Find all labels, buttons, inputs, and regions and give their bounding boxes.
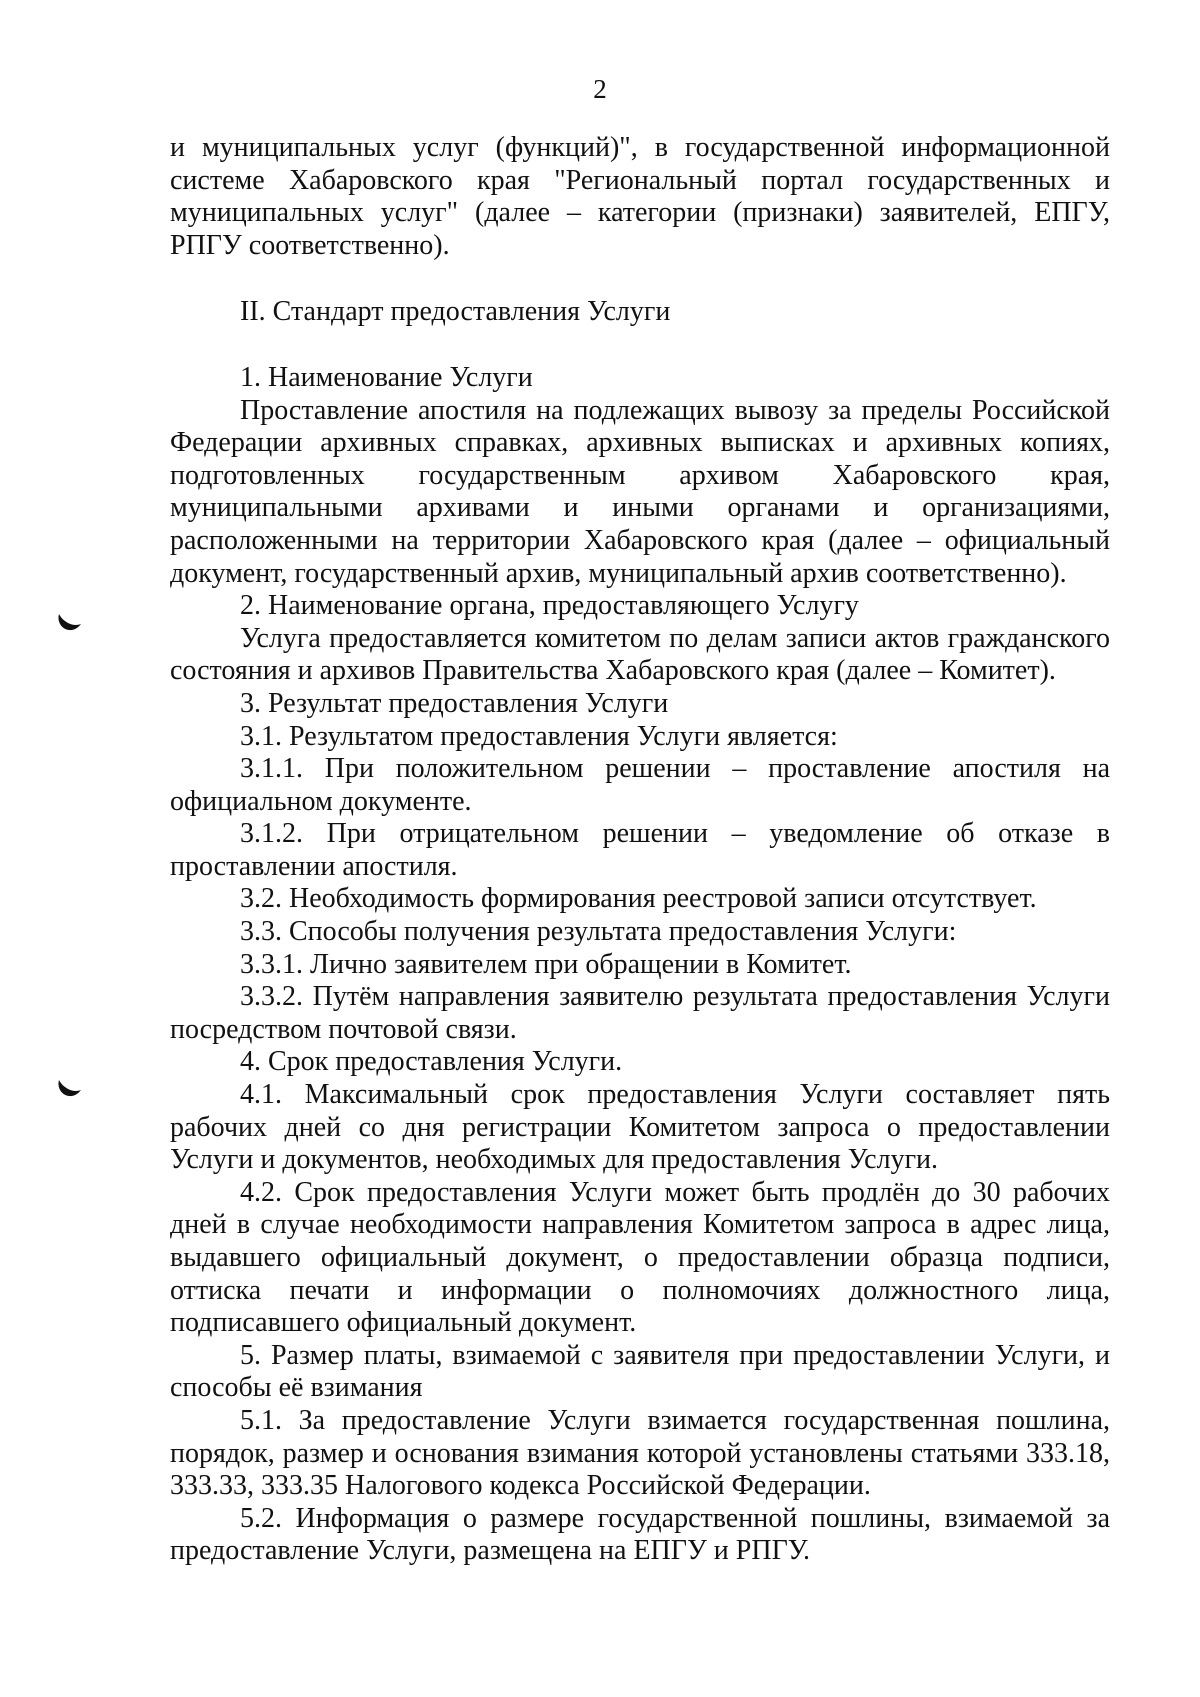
paragraph-4-1: 4.1. Максимальный срок предоставления Услуги составляет пять рабочих дней со дня регистрации Комитетом запроса о предоставлении Услуги и документов, необходимых для предоставления Услуги. (170, 1079, 1110, 1176)
subsection-heading-4: 4. Срок предоставления Услуги. (240, 1046, 623, 1078)
paragraph-4-2: 4.2. Срок предоставления Услуги может быть продлён до 30 рабочих дней в случае необходимости направления Комитетом запроса в адрес лица, выдавшего официальный документ, о предоставлении образца подписи, оттиска печати и информации о полномочиях должностного лица, подписавшего официальный документ. (170, 1176, 1110, 1339)
paragraph-5-2: 5.2. Информация о размере государственной пошлины, взимаемой за предоставление Услуги, размещена на ЕПГУ и РПГУ. (170, 1502, 1110, 1567)
paragraph-3-3: 3.3. Способы получения результата предоставления Услуги: (240, 916, 957, 948)
subsection-heading-1: 1. Наименование Услуги (240, 361, 533, 393)
paragraph-3-1-2: 3.1.2. При отрицательном решении – уведомление об отказе в проставлении апостиля. (170, 818, 1110, 882)
paragraph-3-3-2: 3.3.2. Путём направления заявителю результата предоставления Услуги посредством почтовой связи. (170, 981, 1110, 1045)
binder-hole-mark-icon (56, 612, 82, 634)
page-number: 2 (593, 74, 607, 104)
paragraph-2: Услуга предоставляется комитетом по делам записи актов гражданского состояния и архивов Правительства Хабаровского края (далее – Комитет). (170, 622, 1110, 687)
binder-hole-mark (56, 1078, 82, 1100)
section-heading: II. Стандарт предоставления Услуги (240, 296, 671, 328)
binder-hole-mark (56, 612, 82, 634)
binder-hole-mark-icon (56, 1078, 82, 1100)
paragraph-intro: и муниципальных услуг (функций)", в государственной информационной системе Хабаровского края "Региональный портал государственных и муниципальных услуг" (далее – категории (признаки) заявителей, ЕПГУ, РПГУ соответственно). (170, 132, 1110, 261)
paragraph-3-3-1: 3.3.1. Лично заявителем при обращении в Комитет. (240, 948, 852, 980)
subsection-heading-5: 5. Размер платы, взимаемой с заявителя при предоставлении Услуги, и способы её взимания (170, 1339, 1110, 1404)
paragraph-1: Проставление апостиля на подлежащих вывозу за пределы Российской Федерации архивных справках, архивных выписках и архивных копиях, подготовленных государственным архивом Хабаровского края, муниципальными архивами и иными органами и организациями, расположенными на территории Хабаровского края (далее – официальный документ, государственный архив, муниципальный архив соответственно). (170, 394, 1110, 589)
paragraph-3-1-1: 3.1.1. При положительном решении – проставление апостиля на официальном документе. (170, 753, 1110, 817)
paragraph-3-2: 3.2. Необходимость формирования реестровой записи отсутствует. (240, 883, 1037, 915)
paragraph-5-1: 5.1. За предоставление Услуги взимается государственная пошлина, порядок, размер и основания взимания которой установлены статьями 333.18, 333.33, 333.35 Налогового кодекса Российской Федерации. (170, 1404, 1110, 1502)
document-body (170, 132, 1110, 1568)
subsection-heading-3: 3. Результат предоставления Услуги (240, 687, 669, 719)
paragraph-3-1: 3.1. Результатом предоставления Услуги является: (240, 720, 838, 752)
subsection-heading-2: 2. Наименование органа, предоставляющего Услугу (240, 590, 859, 622)
